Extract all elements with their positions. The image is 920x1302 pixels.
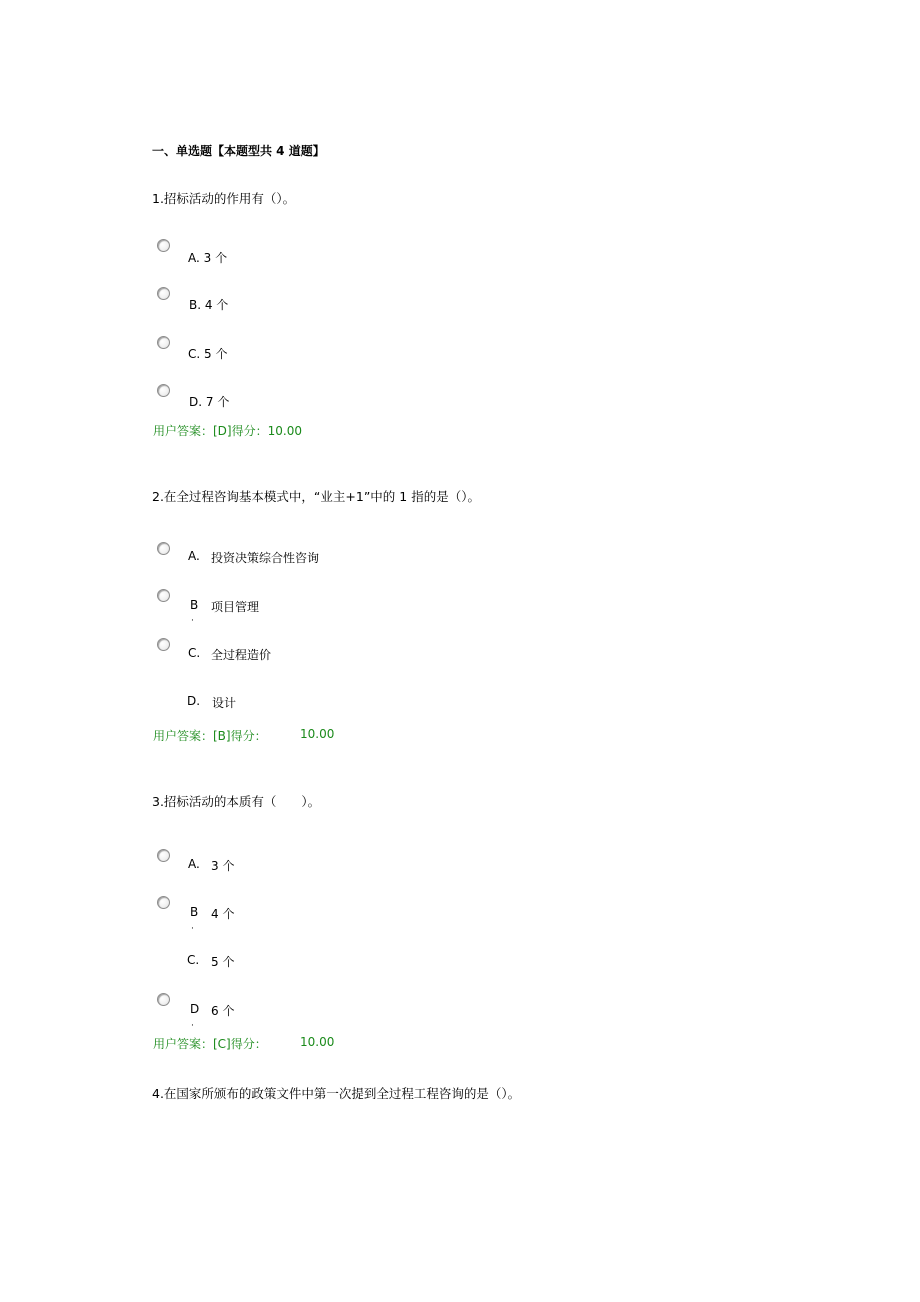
- q1-option-d-label: D. 7 个: [189, 395, 230, 409]
- q2-option-c-radio[interactable]: [157, 638, 170, 651]
- q3-option-d-label: 6 个: [211, 1004, 235, 1018]
- q2-option-a-letter: A.: [188, 549, 200, 563]
- q2-option-b-radio[interactable]: [157, 589, 170, 602]
- q2-option-c-letter: C.: [188, 646, 201, 660]
- q3-option-d-letter: D: [190, 1002, 200, 1016]
- q3-option-b-letter: B: [190, 905, 199, 919]
- q3-user-answer-prefix: 用户答案：[C]得分：: [153, 1037, 267, 1051]
- question-3-text: 3.招标活动的本质有（ ）。: [152, 794, 321, 809]
- q3-option-b-label: 4 个: [211, 907, 235, 921]
- q1-option-c-radio[interactable]: [157, 336, 170, 349]
- q2-option-b-label: 项目管理: [211, 600, 260, 614]
- section-title: 一、单选题【本题型共 4 道题】: [152, 144, 325, 158]
- q3-user-answer-score: 10.00: [300, 1035, 335, 1049]
- q3-option-d-radio[interactable]: [157, 993, 170, 1006]
- question-2-text: 2.在全过程咨询基本模式中，“业主+1”中的 1 指的是（）。: [152, 489, 480, 504]
- q2-user-answer-score: 10.00: [300, 727, 335, 741]
- q3-option-a-letter: A.: [188, 857, 200, 871]
- q3-option-c-letter: C.: [187, 953, 200, 967]
- q1-user-answer: 用户答案：[D]得分：10.00: [153, 424, 302, 438]
- q1-option-d-radio[interactable]: [157, 384, 170, 397]
- q1-option-a-label: A. 3 个: [188, 251, 228, 265]
- q2-user-answer-prefix: 用户答案：[B]得分：: [153, 729, 267, 743]
- q2-option-d-letter: D.: [187, 694, 201, 708]
- q2-option-a-label: 投资决策综合性咨询: [211, 551, 320, 565]
- q3-option-b-dot: ·: [191, 924, 194, 934]
- q1-option-b-label: B. 4 个: [189, 298, 229, 312]
- q1-option-b-radio[interactable]: [157, 287, 170, 300]
- q3-option-a-label: 3 个: [211, 859, 235, 873]
- q2-option-c-label: 全过程造价: [211, 648, 272, 662]
- q2-option-a-radio[interactable]: [157, 542, 170, 555]
- q2-option-d-label: 设计: [212, 696, 237, 710]
- q1-option-a-radio[interactable]: [157, 239, 170, 252]
- q3-option-d-dot: ·: [191, 1021, 194, 1031]
- question-1-text: 1.招标活动的作用有（）。: [152, 191, 296, 206]
- question-4-text: 4.在国家所颁布的政策文件中第一次提到全过程工程咨询的是（）。: [152, 1086, 521, 1101]
- q2-option-b-dot: ·: [191, 616, 194, 626]
- q3-option-c-label: 5 个: [211, 955, 235, 969]
- q3-option-a-radio[interactable]: [157, 849, 170, 862]
- q1-option-c-label: C. 5 个: [188, 347, 228, 361]
- q3-option-b-radio[interactable]: [157, 896, 170, 909]
- q2-option-b-letter: B: [190, 598, 199, 612]
